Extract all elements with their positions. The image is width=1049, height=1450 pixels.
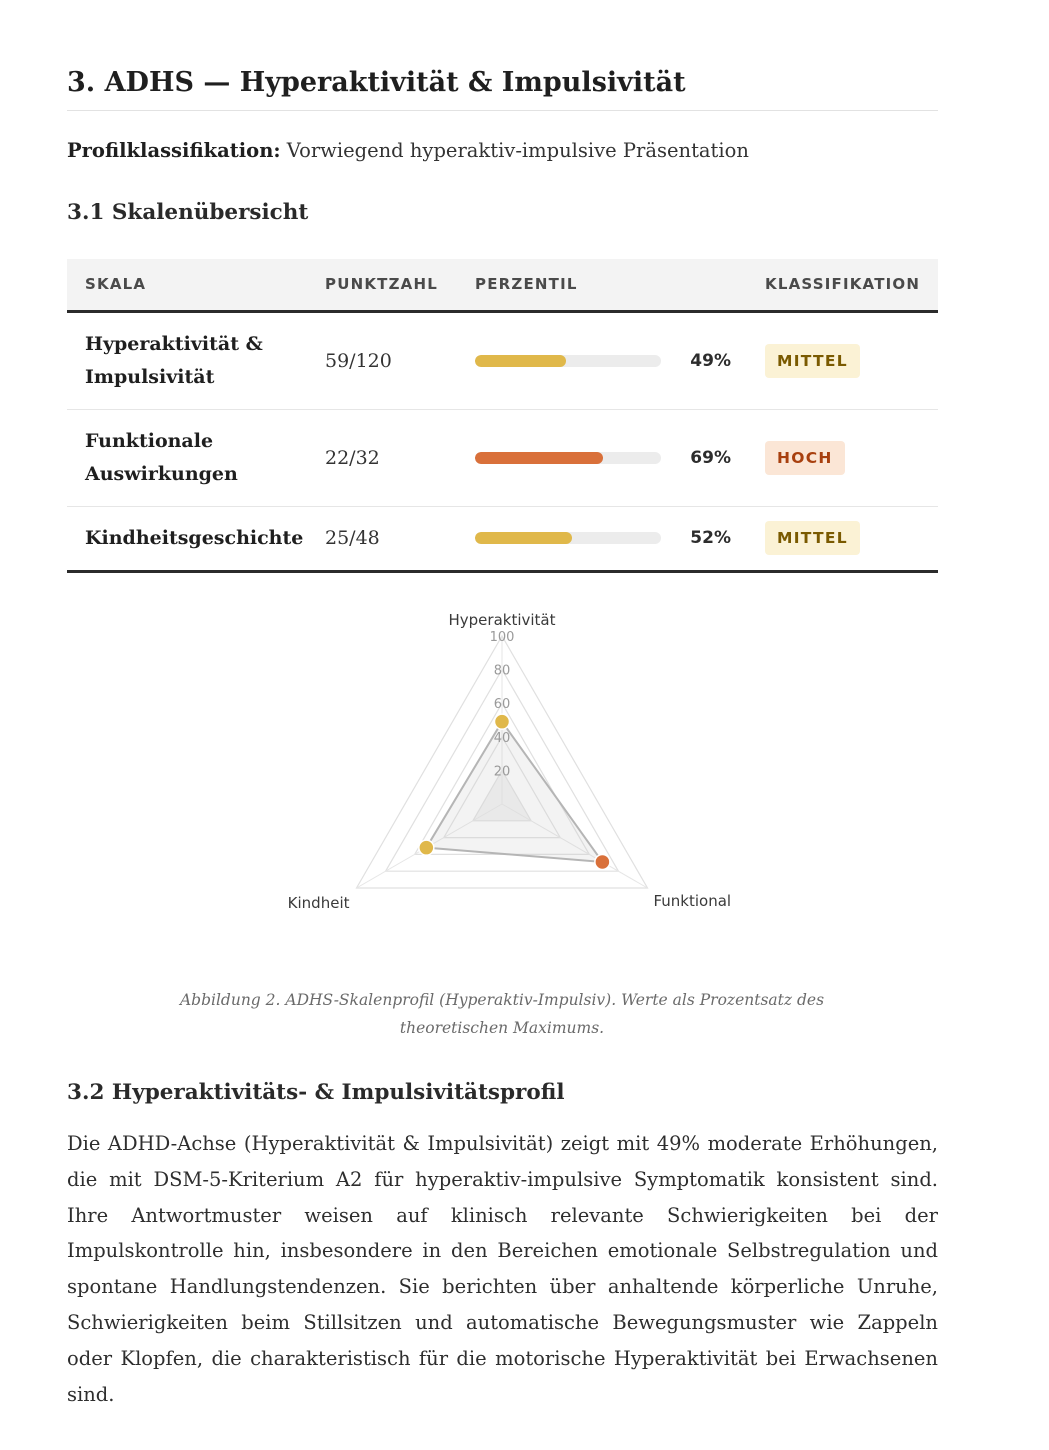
percentile-cell [457, 311, 747, 409]
profile-label: Profilklassifikation: [67, 139, 281, 162]
section-title: 3. ADHS — Hyperaktivität & Impulsivität [67, 66, 938, 111]
percentile-cell [457, 506, 747, 571]
classification-cell [747, 311, 938, 409]
scale-table [67, 259, 938, 573]
percentile-bar-track [475, 355, 661, 367]
percentile-value: 69% [690, 447, 731, 468]
scale-name-line2: Auswirkungen [85, 462, 238, 485]
score-value: 25/48 [325, 527, 380, 549]
radar-tick-label: 40 [493, 730, 511, 746]
percentile-value: 49% [690, 350, 731, 371]
radar-data-area [426, 722, 602, 862]
radar-chart [67, 600, 938, 930]
overview-heading: 3.1 Skalenübersicht [67, 200, 309, 225]
scale-name-line1: Hyperaktivität & [85, 332, 263, 355]
percentile-bar-fill [475, 355, 566, 367]
classification-badge: MITTEL [765, 521, 860, 555]
radar-data-point [419, 840, 434, 855]
radar-tick-label: 100 [489, 630, 515, 645]
scale-name-line2: Impulsivität [85, 365, 215, 388]
column-header-percentile: PERZENTIL [475, 275, 578, 294]
percentile-bar-track [475, 452, 661, 464]
radar-axis-label: Funktional [653, 892, 732, 910]
percentile-bar-track [475, 532, 661, 544]
radar-axis-label: Kindheit [287, 894, 350, 912]
table-row [67, 409, 938, 506]
radar-tick-label: 20 [493, 764, 511, 780]
table-row [67, 311, 938, 409]
score-value: 22/32 [325, 446, 380, 469]
radar-axis-label: Hyperaktivität [448, 611, 556, 629]
radar-tick-label: 80 [493, 663, 511, 679]
profile-heading: 3.2 Hyperaktivitäts- & Impulsivitätsprofil [67, 1080, 565, 1105]
scale-name [67, 409, 307, 506]
scale-name-line1: Kindheitsgeschichte [85, 526, 304, 549]
classification-cell [747, 409, 938, 506]
radar-data-point [495, 714, 510, 729]
radar-data-point [595, 854, 610, 869]
profile-paragraph: Die ADHD-Achse (Hyperaktivität & Impulsivität) zeigt mit 49% moderate Erhöhungen, die mit DSM-5-Kriterium A2 für hyperaktiv-impulsive Symptomatik konsistent sind. Ihre Antwortmuster weisen auf klinisch relevante Schwierigkeiten bei der Impulskontrolle hin, insbesondere in den Bereichen emotionale Selbstregulation und spontane Handlungstendenzen. Sie berichten über anhaltende körperliche Unruhe, Schwierigkeiten beim Stillsitzen und automatische Bewegungsmuster wie Zappeln oder Klopfen, die charakteristisch für die motorische Hyperaktivität bei Erwachsenen sind. [67, 1132, 938, 1406]
profile-classification [67, 138, 749, 164]
percentile-value: 52% [690, 528, 731, 548]
table-row [67, 506, 938, 571]
percentile-cell [457, 409, 747, 506]
scale-name-line1: Funktionale [85, 429, 214, 452]
table-header-row [67, 259, 938, 311]
percentile-bar-fill [475, 532, 572, 544]
column-header-classification: KLASSIFIKATION [765, 275, 921, 294]
score-value: 59/120 [325, 349, 392, 372]
radar-tick-label: 60 [493, 697, 511, 713]
column-header-scale: SKALA [85, 275, 147, 294]
classification-cell [747, 506, 938, 571]
percentile-bar-fill [475, 452, 603, 464]
scale-name [67, 311, 307, 409]
scale-name [67, 506, 307, 571]
classification-badge: HOCH [765, 441, 845, 475]
column-header-score: PUNKTZAHL [325, 275, 438, 294]
figure-caption: Abbildung 2. ADHS-Skalenprofil (Hyperaktiv-Impulsiv). Werte als Prozentsatz des theoretischen Maximums. [179, 991, 825, 1037]
profile-value: Vorwiegend hyperaktiv-impulsive Präsentation [286, 139, 749, 162]
classification-badge: MITTEL [765, 344, 860, 378]
